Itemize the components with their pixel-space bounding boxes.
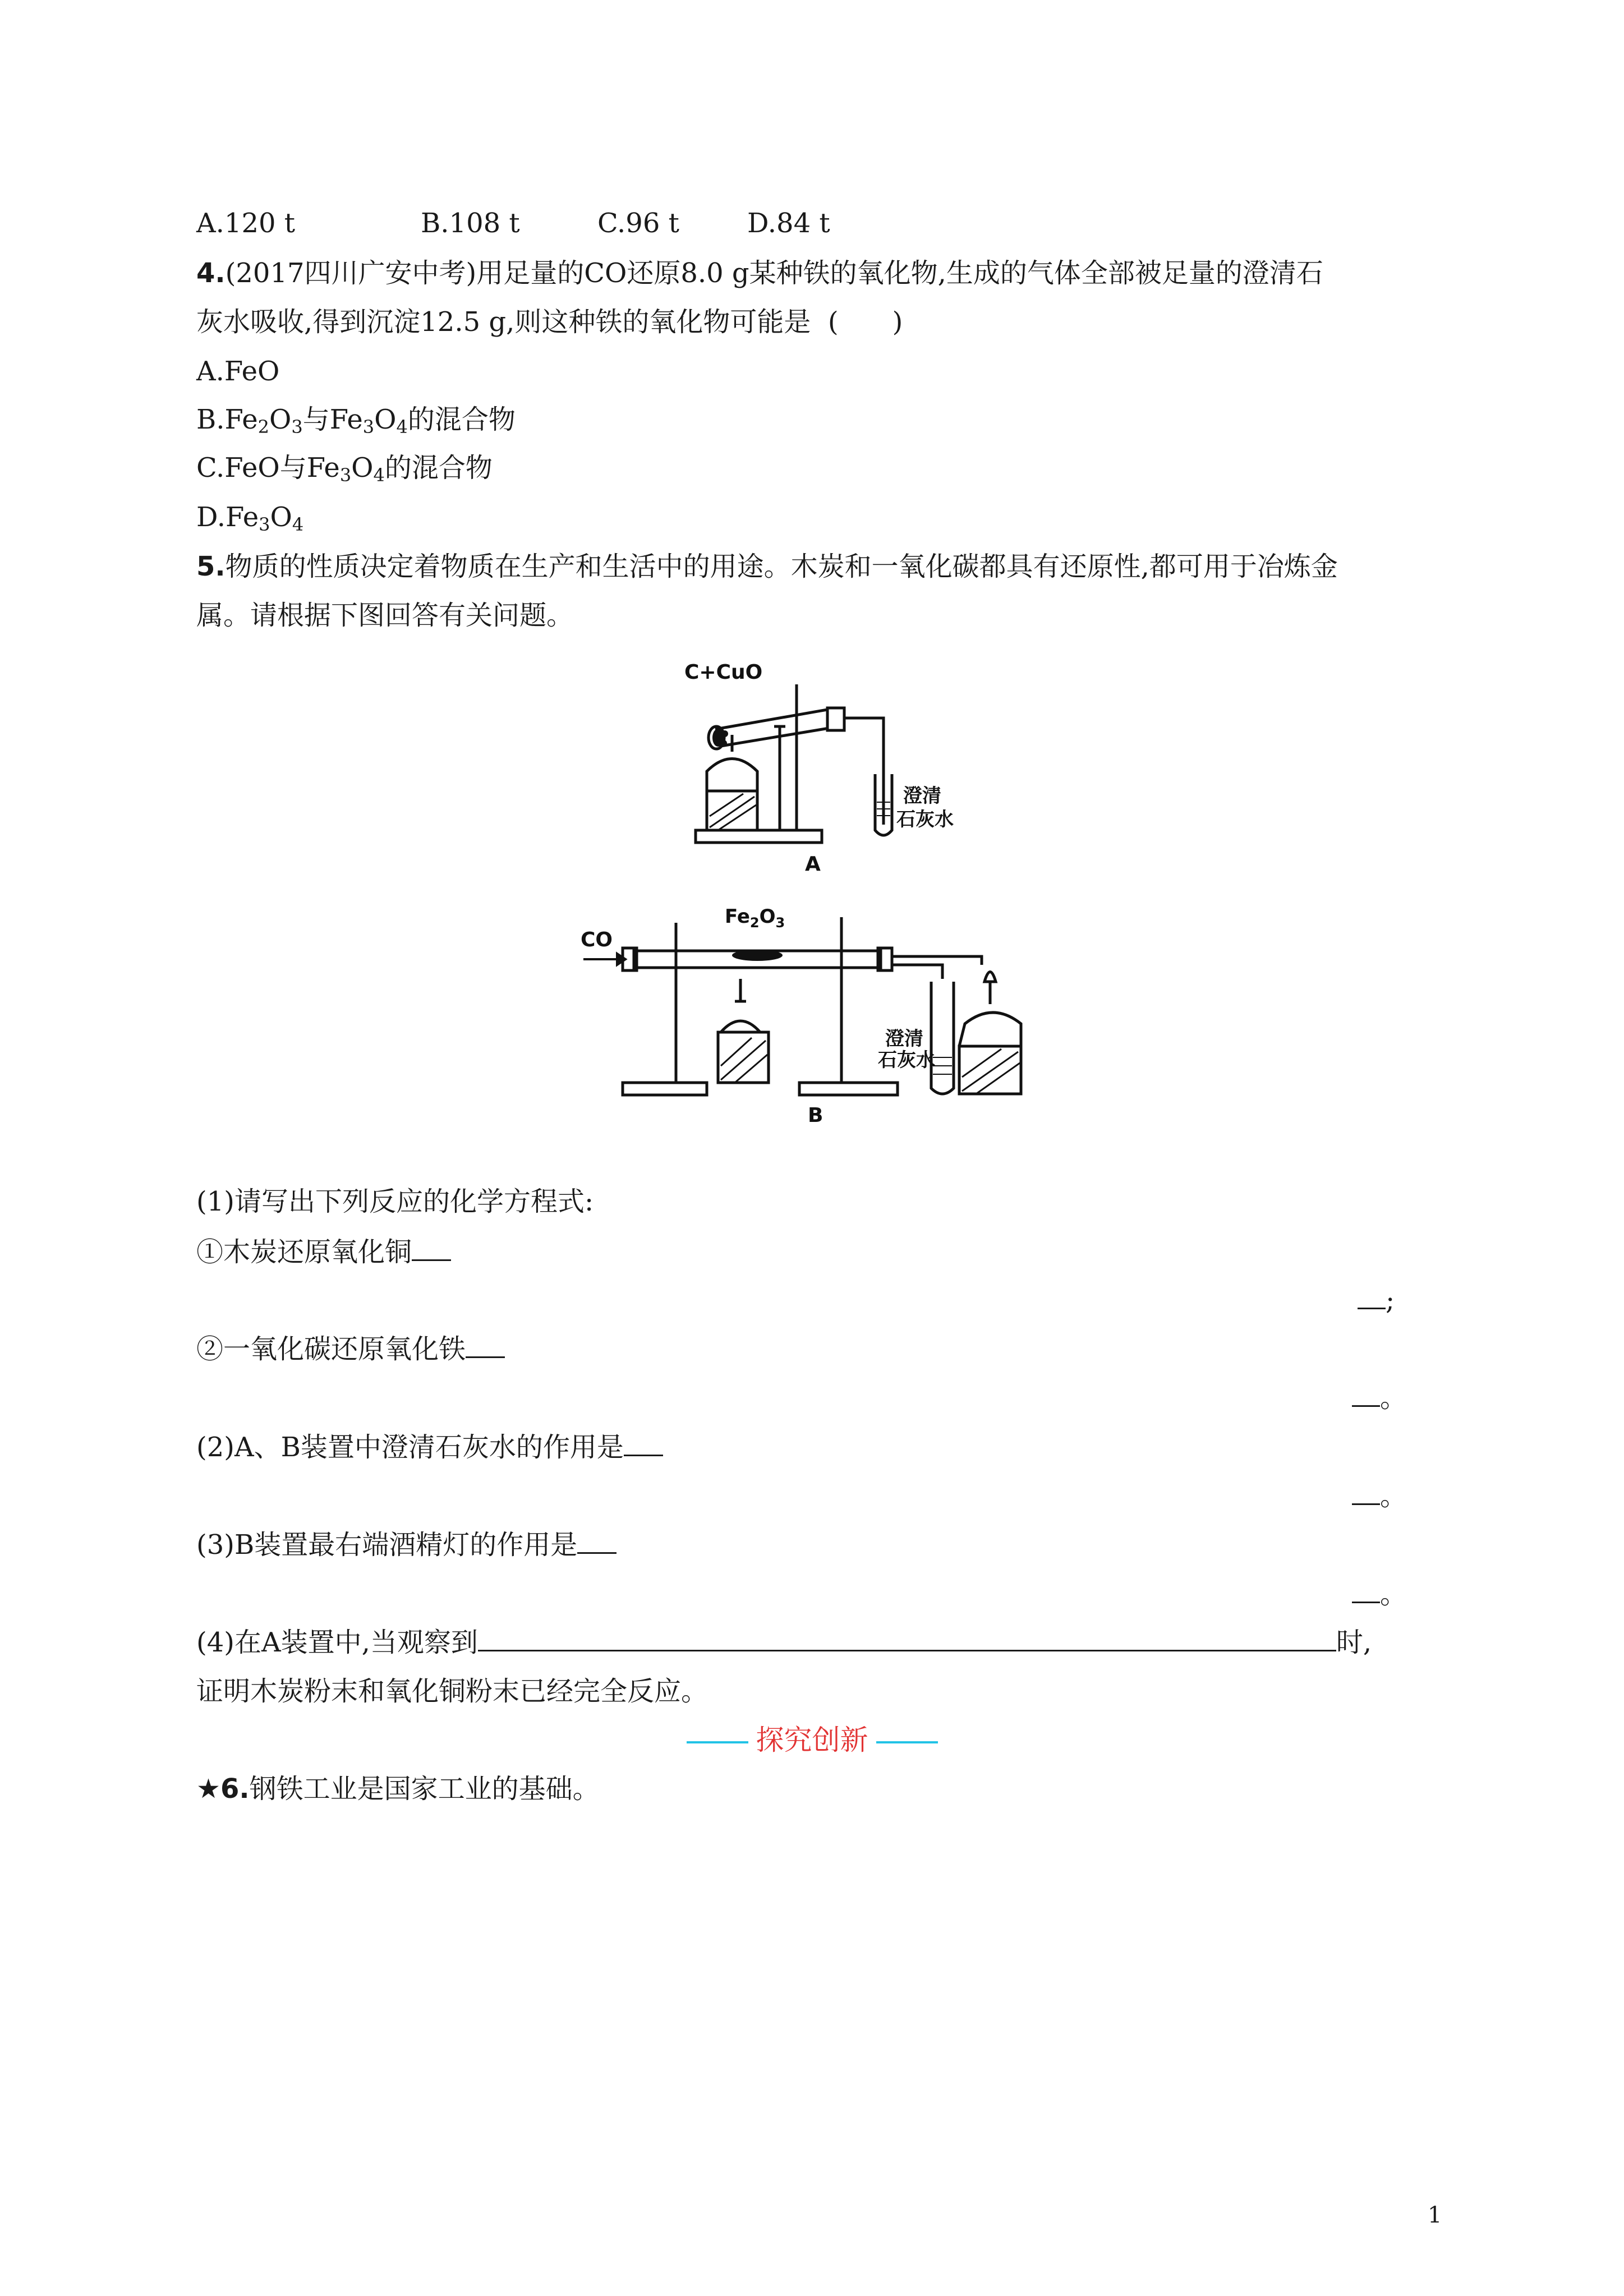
page-number: 1 (1428, 2202, 1442, 2228)
q4-answer-paren: ( ) (827, 306, 903, 338)
q4-number: 4. (196, 257, 226, 289)
q3-options (196, 205, 926, 241)
q6-number: 6. (220, 1773, 250, 1805)
apparatus-figure-b (578, 895, 1071, 1142)
q5-part3-end: 。 (1352, 1576, 1407, 1612)
apparatus-figure-a (684, 662, 999, 886)
figure-a-reagent-label: C+CuO (684, 662, 763, 684)
q3-option-a: A.120 t (196, 208, 296, 239)
q5-part2-end: 。 (1352, 1478, 1407, 1514)
q4-option-b: $B.Fe_2O_3$与$Fe_3O_4$的混合物 (196, 404, 516, 438)
q5-part3: (3)B装置最右端酒精灯的作用是 (196, 1527, 617, 1563)
figure-b-caption: B (808, 1104, 823, 1127)
q5-stem-line2: 属。请根据下图回答有关问题。 (196, 600, 574, 631)
figure-b-water-label-1: 澄清 (885, 1028, 923, 1050)
q3-option-c: C.96 t (597, 208, 679, 239)
q5-part4-line2: 证明木炭粉末和氧化铜粉末已经完全反应。 (196, 1676, 709, 1707)
figure-b-gas-label: CO (581, 928, 613, 951)
q5-number: 5. (196, 551, 226, 582)
q3-option-d: D.84 t (747, 208, 830, 239)
q5-part1b: ②一氧化碳还原氧化铁 (196, 1331, 505, 1367)
q4-stem-line1: 4.(2017四川广安中考)用足量的CO还原8.0 g某种铁的氧化物,生成的气体全部被足量的澄清石 (196, 257, 1323, 289)
figure-a-caption: A (805, 853, 821, 876)
star-icon: ★ (196, 1773, 221, 1805)
figure-a-water-label-2: 石灰水 (896, 808, 954, 831)
q4-option-a: A.FeO (196, 356, 280, 387)
q4-option-d: $D.Fe_3O_4$ (196, 501, 304, 535)
figure-b-water-label-2: 石灰水 (878, 1049, 935, 1071)
q5-part4: (4)在A装置中,当观察到 时, (196, 1625, 1372, 1660)
section-title: 探究创新 (0, 1722, 1624, 1758)
q5-part2: (2)A、B装置中澄清石灰水的作用是 (196, 1429, 663, 1465)
q3-option-b: B.108 t (421, 208, 520, 239)
q5-part1b-end: 。 (1352, 1380, 1407, 1416)
section-rule-right (876, 1741, 938, 1743)
q5-part1a: ①木炭还原氧化铜 (196, 1234, 451, 1270)
q5-part1-prompt: (1)请写出下列反应的化学方程式: (196, 1186, 594, 1217)
figure-a-water-label-1: 澄清 (903, 785, 941, 807)
section-rule-left (687, 1741, 748, 1743)
q4-stem-line2: 灰水吸收,得到沉淀12.5 g,则这种铁的氧化物可能是 ( ) (196, 306, 903, 338)
q4-option-c: C.FeO与$Fe_3O_4$的混合物 (196, 452, 493, 486)
figure-b-reagent-label: $Fe_2O_3$ (725, 905, 785, 931)
q6-stem: ★6.钢铁工业是国家工业的基础。 (196, 1773, 600, 1805)
q5-stem-line1: 5.物质的性质决定着物质在生产和生活中的用途。木炭和一氧化碳都具有还原性,都可用于冶炼金 (196, 551, 1338, 582)
q5-part1a-end: ; (1358, 1282, 1395, 1318)
